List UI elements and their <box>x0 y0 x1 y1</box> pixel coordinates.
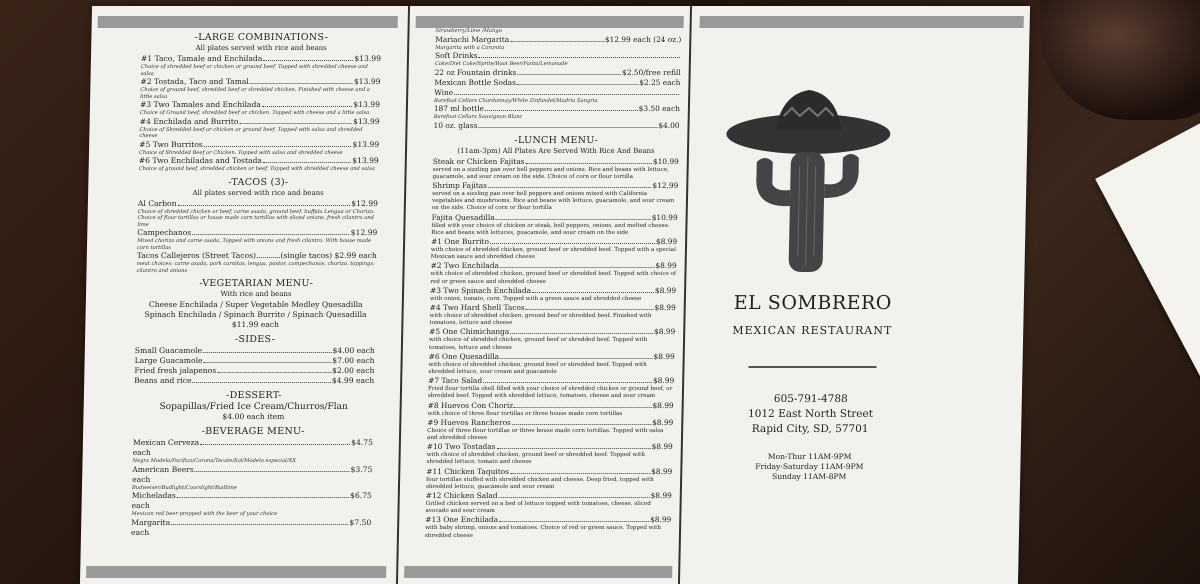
dessert-items: Sopapillas/Fried Ice Cream/Churros/Flan <box>159 402 348 412</box>
menu-item-line <box>137 228 377 238</box>
lunch-item-line <box>428 401 674 411</box>
dot-leader <box>496 213 651 220</box>
menu-item-price: $8.99 <box>654 302 676 312</box>
menu-item-price: $4.00 <box>658 120 680 130</box>
menu-item-price: $8.99 <box>652 400 674 410</box>
menu-item-description: with choice of shredded chicken, ground beef or shredded beef. Topped with choice of red or green sauce and shredded cheese <box>430 271 677 285</box>
menu-item-description: Barefoot Cellars Chardonnay/White Zinfandel/Madria Sangria <box>434 97 598 104</box>
lunch-item-line <box>425 515 671 525</box>
dot-leader <box>488 181 652 188</box>
menu-item-price: $7.50 <box>349 517 372 527</box>
menu-item-price: $8.99 <box>651 466 673 476</box>
menu-item-suffix: each <box>132 474 151 484</box>
menu-item-name: Beans and rice <box>134 376 192 385</box>
lunch-section <box>399 135 687 540</box>
menu-item-name: #2 Tostada, Taco and Tamal <box>140 77 250 86</box>
menu-item-line <box>434 104 680 114</box>
lunch-item-line <box>430 303 676 313</box>
sides-section <box>84 334 397 386</box>
menu-item-name: #4 Enchilada and Burrito <box>139 116 239 126</box>
menu-item-description: with choice of three flour tortillas or three house made corn tortillas <box>427 410 623 417</box>
dot-leader <box>171 518 348 525</box>
menu-item-price: (single tacos) $2.99 each <box>280 251 377 260</box>
tacos-section <box>86 177 400 275</box>
phone-number: 605-791-4788 <box>773 393 848 405</box>
menu-item-line <box>435 68 681 78</box>
lunch-item-line <box>430 261 676 271</box>
divider <box>748 366 876 368</box>
dot-leader <box>192 376 331 383</box>
menu-item-name: #1 One Burrito <box>431 236 490 246</box>
dot-leader <box>263 54 353 61</box>
section-subtitle: All plates served with rice and beans <box>195 44 327 52</box>
menu-item-price: $8.99 <box>653 351 675 361</box>
dot-leader <box>532 286 654 293</box>
menu-sheet <box>80 6 1030 584</box>
header-band <box>98 16 398 28</box>
menu-item-name: #6 Two Enchiladas and Tostada <box>138 156 263 165</box>
dot-leader <box>514 401 652 408</box>
contact-info <box>725 392 896 437</box>
lunch-item-line <box>428 376 674 386</box>
margarita-flavors: Strawberry/Lime /Mango <box>435 28 502 34</box>
dot-leader <box>510 35 604 42</box>
lunch-item-line <box>429 352 675 362</box>
dot-leader <box>454 88 679 95</box>
dot-leader <box>499 491 650 498</box>
sides-list <box>134 346 375 386</box>
menu-item-description: Negra Modelo/Pacifico/Corona/Tecate/Sol/Modelo especial/XX <box>132 458 297 464</box>
taco-list <box>136 199 378 275</box>
dot-leader <box>517 68 621 75</box>
menu-item-description: four tortillas stuffed with shredded chicken and cheese. Deep fried, topped with shredded lettuce, guacamole and sour cream <box>425 476 654 490</box>
menu-item-name: #13 One Enchilada <box>425 515 499 525</box>
menu-item-price: $4.99 each <box>331 376 375 385</box>
menu-item-description: with choice of shredded chicken, ground beef or shredded beef. Topped with tomatoes, lettuce and cheese <box>428 337 648 351</box>
dot-leader <box>204 140 352 147</box>
section-title: -SIDES- <box>234 334 276 345</box>
dot-leader <box>510 467 650 474</box>
menu-item-price: $10.99 <box>652 156 679 166</box>
menu-item-name: 187 ml bottle <box>433 104 485 113</box>
menu-item-name: Wine <box>434 87 454 97</box>
menu-item-line <box>133 438 373 448</box>
menu-item-name: Mariachi Margarita <box>435 34 510 44</box>
dot-leader <box>239 117 352 124</box>
menu-item-price: $8.99 <box>652 376 675 386</box>
menu-item-price: $2.00 each <box>331 366 375 375</box>
dot-leader <box>517 78 638 85</box>
menu-item-price: $8.99 <box>651 442 673 452</box>
menu-item-name: #2 Two Enchilada <box>430 261 500 271</box>
menu-item-name: Mexican Bottle Sodas <box>434 77 517 87</box>
dot-leader <box>510 327 653 334</box>
dot-leader <box>500 352 653 359</box>
menu-item-price: $8.99 <box>652 417 674 427</box>
address-line-1: 1012 East North Street <box>747 408 874 420</box>
dot-leader <box>177 199 350 206</box>
menu-item-price: $13.99 <box>353 77 381 86</box>
menu-item-line <box>135 346 375 356</box>
menu-item-description: Mixed chorizo and carne asada. Topped with onions and fresh cilantro. With house made corn tortillas <box>136 238 372 251</box>
menu-item-name: Micheladas <box>131 491 176 500</box>
lunch-item-line <box>427 418 673 428</box>
dot-leader <box>490 237 655 244</box>
menu-item-name: Shrimp Fajitas <box>432 180 488 190</box>
hours-line-3: Sunday 11AM-8PM <box>771 472 847 481</box>
dot-leader <box>257 251 280 258</box>
menu-item-description: Choice of Shredded Beef or Chicken. Topped with salsa and shredded cheese <box>138 149 343 156</box>
menu-item-description: Barefoot Cellars Sauvignon Blanc <box>433 114 523 120</box>
section-subtitle: All plates served with rice and beans <box>192 188 324 197</box>
menu-item-price: $3.75 <box>350 464 373 474</box>
menu-item-suffix: each <box>130 527 150 537</box>
section-title: -VEGETARIAN MENU- <box>199 278 314 289</box>
menu-item-description: Choice of shredded chicken or beef, carne asada, ground beef, buffalo Lengua or Chorizo. Choice of flour tortillas or house made corn tortillas with sliced onions, fresh cilantro and lime <box>137 208 375 228</box>
menu-item-name: Steak or Chicken Fajitas <box>432 156 525 166</box>
vegetarian-section <box>85 278 398 330</box>
dot-leader <box>525 157 652 164</box>
menu-item-price: $13.99 <box>352 139 380 149</box>
menu-item-description: with choice of shredded chicken, ground beef or shredded beef. Topped with shredded lettuce, sour cream and guacamole <box>428 361 647 375</box>
lunch-item-line <box>432 181 678 191</box>
menu-item-name: Mexican Cerveza <box>132 438 200 447</box>
menu-item-name: Margarita <box>131 517 171 527</box>
menu-item-description: Fried flour tortilla shell filled with your choice of shredded chicken or ground beef, or shredded beef. Topped with shredded lettuce, tomatoes, cheese and sour cream <box>427 386 673 400</box>
dot-leader <box>200 438 350 445</box>
lunch-item-line <box>427 442 673 452</box>
menu-item-price: $12.99 each (24 oz.) <box>604 34 682 44</box>
menu-item-line <box>141 54 381 64</box>
menu-item-description: Choice of three flour tortillas or three house made corn tortillas. Topped with salsa and shredded cheese <box>426 427 664 441</box>
menu-column-left <box>80 6 404 584</box>
menu-item-name: Fajita Quesadilla <box>431 212 495 222</box>
section-title: -BEVERAGE MENU- <box>201 426 305 437</box>
menu-item-description: Choice of Ground beef, shredded beef or chicken. Topped with cheese and a little salsa <box>139 110 370 116</box>
menu-item-name: #5 One Chimichanga <box>429 327 510 337</box>
dot-leader <box>262 100 353 107</box>
dot-leader <box>217 366 331 373</box>
menu-item-price: $8.99 <box>655 236 678 246</box>
section-title: -DESSERT- <box>225 390 282 401</box>
menu-item-price: $13.99 <box>354 54 382 63</box>
menu-item-price: $7.00 each <box>332 356 375 365</box>
menu-item-description: Choice of shredded beef or chicken or ground beef. Topped with shredded cheese and salsa <box>140 64 368 77</box>
menu-item-name: Tacos Callejeros (Street Tacos) <box>136 251 257 260</box>
menu-item-name: #9 Huevos Rancheros <box>427 417 511 427</box>
header-band <box>700 16 1024 28</box>
dot-leader <box>204 356 332 363</box>
menu-item-price: $6.75 <box>349 491 372 500</box>
menu-item-price: $13.99 <box>353 100 381 109</box>
dot-leader <box>496 442 650 449</box>
hours-line-1: Mon-Thur 11AM-9PM <box>767 452 852 461</box>
menu-item-description: filled with your choice of chicken or steak, bell peppers, onions, and melted cheese. Rice and beans with lettuces, guacamole, and sour cream on the side <box>431 222 670 236</box>
menu-column-middle <box>396 6 692 584</box>
sombrero-cactus-logo <box>720 86 894 276</box>
restaurant-name: EL SOMBRERO <box>733 292 893 314</box>
header-band <box>416 16 684 28</box>
menu-item-description: Coke/Diet Coke/Sprite/Root Beer/Fanta/Lemonade <box>434 61 568 67</box>
menu-item-name: #1 Taco, Tamale and Enchilada <box>140 54 263 63</box>
menu-item-price: $8.99 <box>650 515 672 525</box>
dot-leader <box>203 346 332 353</box>
section-title: -LUNCH MENU- <box>514 134 599 146</box>
menu-item-price: $13.99 <box>352 156 379 165</box>
menu-column-right <box>682 6 1030 584</box>
menu-item-description: with onion, tomato, corn. Topped with a green sauce and shredded cheese <box>429 295 642 302</box>
menu-item-description: Choice of Shredded beef or chicken or ground beef. Topped with salsa and shredded cheese <box>139 126 363 139</box>
menu-item-description: with baby shrimp, onions and tomatoes. Choice of red or green sauce. Topped with shredded cheese <box>424 525 662 539</box>
section-title: -TACOS (3)- <box>228 176 289 188</box>
menu-item-suffix: each <box>132 448 151 457</box>
menu-item-price: $4.75 <box>351 438 374 447</box>
opening-hours <box>724 452 895 482</box>
dot-leader <box>263 156 351 163</box>
menu-item-price: $4.00 each <box>332 346 375 355</box>
menu-item-price: $3.50 each <box>638 104 681 113</box>
menu-item-description: Choice of ground beef, shredded chicken or beef. Topped with shredded cheese and salsa <box>138 166 375 172</box>
menu-item-line <box>135 356 375 366</box>
menu-item-description: Choice of ground beef, shredded beef or shredded chicken. Finished with cheese and a little salsa <box>140 87 370 100</box>
dot-leader <box>499 515 649 522</box>
menu-item-name: #8 Huevos Con Choriz <box>427 400 514 410</box>
menu-item-price: $8.99 <box>653 327 676 337</box>
dot-leader <box>483 376 652 383</box>
hours-line-2: Friday-Saturday 11AM-9PM <box>755 462 864 471</box>
vegetarian-price: $11.99 each <box>231 320 280 329</box>
menu-item-name: Fried fresh jalapenos <box>134 366 217 375</box>
lunch-item-line <box>430 286 676 296</box>
menu-item-price: $12.99 <box>652 180 679 190</box>
menu-item-line <box>433 121 679 131</box>
address-line-2: Rapid City, SD, 57701 <box>751 423 869 435</box>
menu-item-line <box>134 376 374 386</box>
menu-item-price: $2.50/free refill <box>621 67 681 77</box>
lunch-item-line <box>426 491 672 501</box>
beverage-section <box>81 426 395 538</box>
menu-item-line <box>132 465 372 475</box>
dessert-section <box>83 390 396 422</box>
dot-leader <box>478 121 657 128</box>
dot-leader <box>478 51 680 58</box>
menu-item-description: meat choices: carne asada, pork carnitas, lengua, pastor, campechanos, chorizo. toppings: cilantro and onions <box>136 261 375 274</box>
menu-item-name: #12 Chicken Salad <box>425 490 498 500</box>
menu-item-line <box>137 251 377 261</box>
menu-item-name: 10 oz. glass <box>433 120 478 130</box>
lunch-item-line <box>431 237 677 247</box>
lunch-item-line <box>432 213 678 223</box>
menu-item-line <box>139 140 379 150</box>
menu-item-name: #4 Two Hard Shell Tacos <box>429 302 525 312</box>
dot-leader <box>177 491 349 498</box>
vegetarian-line-1: Cheese Enchilada / Super Vegetable Medley Quesadilla <box>148 300 363 309</box>
dot-leader <box>485 104 638 111</box>
menu-item-name: Campechanos <box>137 228 192 237</box>
menu-item-line <box>435 35 681 45</box>
menu-item-price: $2.25 each <box>639 77 681 87</box>
section-title: -LARGE COMBINATIONS- <box>194 32 329 43</box>
menu-item-description: Margarita with a Coronita <box>435 44 505 51</box>
drink-list <box>433 35 681 131</box>
menu-item-name: #5 Two Burritos <box>139 139 203 149</box>
lunch-list <box>425 157 679 540</box>
dot-leader <box>250 77 353 84</box>
menu-item-name: Large Guacamole <box>134 356 203 365</box>
menu-item-name: Soft Drinks <box>434 51 478 60</box>
menu-item-price: $8.99 <box>654 285 677 295</box>
menu-item-price: $8.99 <box>655 261 677 271</box>
vegetarian-line-2: Spinach Enchilada / Spinach Burrito / Spinach Quesadilla <box>144 310 367 319</box>
menu-item-line <box>434 78 680 88</box>
menu-item-price: $13.99 <box>352 116 380 126</box>
menu-item-description: served on a sizzling pan over bell peppers and onions mixed with California vegetables and mushrooms. Rice and beans with lettuce, guacamole, and sour cream on the side. Choice of corn or flour tortilla <box>431 190 675 212</box>
menu-item-description: Mexican red beer prepped with the beer of your choice <box>131 511 278 517</box>
menu-item-description: with choice of shredded chicken, ground beef or shredded beef. Topped with a special Mexican sauce and shredded cheese <box>430 246 676 261</box>
menu-item-suffix: each <box>131 501 150 510</box>
menu-item-price: $10.99 <box>651 212 678 222</box>
menu-item-price: $12.99 <box>350 228 378 237</box>
menu-item-name: #3 Two Tamales and Enchilada <box>139 100 261 109</box>
menu-item-line <box>434 88 680 98</box>
menu-item-name: #10 Two Tostadas <box>426 442 496 452</box>
menu-item-line <box>435 51 681 61</box>
footer-band <box>404 566 672 578</box>
menu-item-line <box>139 156 379 166</box>
menu-item-name: #3 Two Spinach Enchilada <box>430 285 532 295</box>
menu-item-line <box>134 366 374 376</box>
menu-item-description: Budweiser/Budlight/Coorslight/Budlime <box>131 484 237 491</box>
menu-item-name: American Beers <box>132 464 194 474</box>
dot-leader <box>500 261 655 268</box>
menu-item-name: #11 Chicken Taquitos <box>426 466 510 476</box>
menu-item-description: with choice of shredded chicken, ground beef or shredded beef. Finished with tomatoes, lettuce and cheese <box>429 312 652 327</box>
section-subtitle: (11am-3pm) All Plates Are Served With Rice And Beans <box>457 146 655 155</box>
menu-item-line <box>131 518 371 528</box>
lunch-item-line <box>426 467 672 477</box>
menu-item-line <box>140 100 380 110</box>
section-subtitle: With rice and beans <box>220 290 292 298</box>
dot-leader <box>192 228 350 235</box>
menu-item-name: Small Guacamole <box>134 346 203 355</box>
large-combinations-section <box>89 32 404 173</box>
menu-item-name: #6 One Quesadilla <box>428 351 500 361</box>
menu-item-line <box>138 199 378 209</box>
dessert-price: $4.00 each item <box>222 412 285 421</box>
combo-list <box>139 54 381 173</box>
footer-band <box>86 566 386 578</box>
menu-item-line <box>140 117 380 127</box>
menu-item-description: served on a sizzling pan over bell peppers and onions. Rice and beans with lettuce, guacamole, and sour cream on the side. Choice of corn or flour tortilla <box>432 166 669 180</box>
menu-item-name: 22 oz Fountain drinks <box>434 67 517 77</box>
beverage-list <box>131 438 373 538</box>
menu-item-price: $12.99 <box>351 198 379 208</box>
lunch-item-line <box>429 327 675 337</box>
menu-item-description: with choice of shredded chicken, ground beef or shredded beef. Topped with shredded lettuce, tomato and cheese <box>426 452 645 466</box>
dot-leader <box>512 418 651 425</box>
menu-item-line <box>140 77 380 87</box>
lunch-item-line <box>433 157 679 167</box>
menu-item-name: #7 Taco Salad <box>428 376 483 386</box>
menu-item-description: Grilled chicken served on a bed of lettuce topped with tomatoes, cheese, sliced avocado and sour cream <box>425 500 651 515</box>
dot-leader <box>195 465 350 472</box>
menu-item-line <box>132 491 372 501</box>
menu-item-name: Al Carbon <box>137 198 177 208</box>
menu-item-price: $8.99 <box>650 490 672 500</box>
dot-leader <box>526 303 654 310</box>
drinks-section <box>407 28 689 131</box>
restaurant-subtitle: MEXICAN RESTAURANT <box>732 324 893 337</box>
